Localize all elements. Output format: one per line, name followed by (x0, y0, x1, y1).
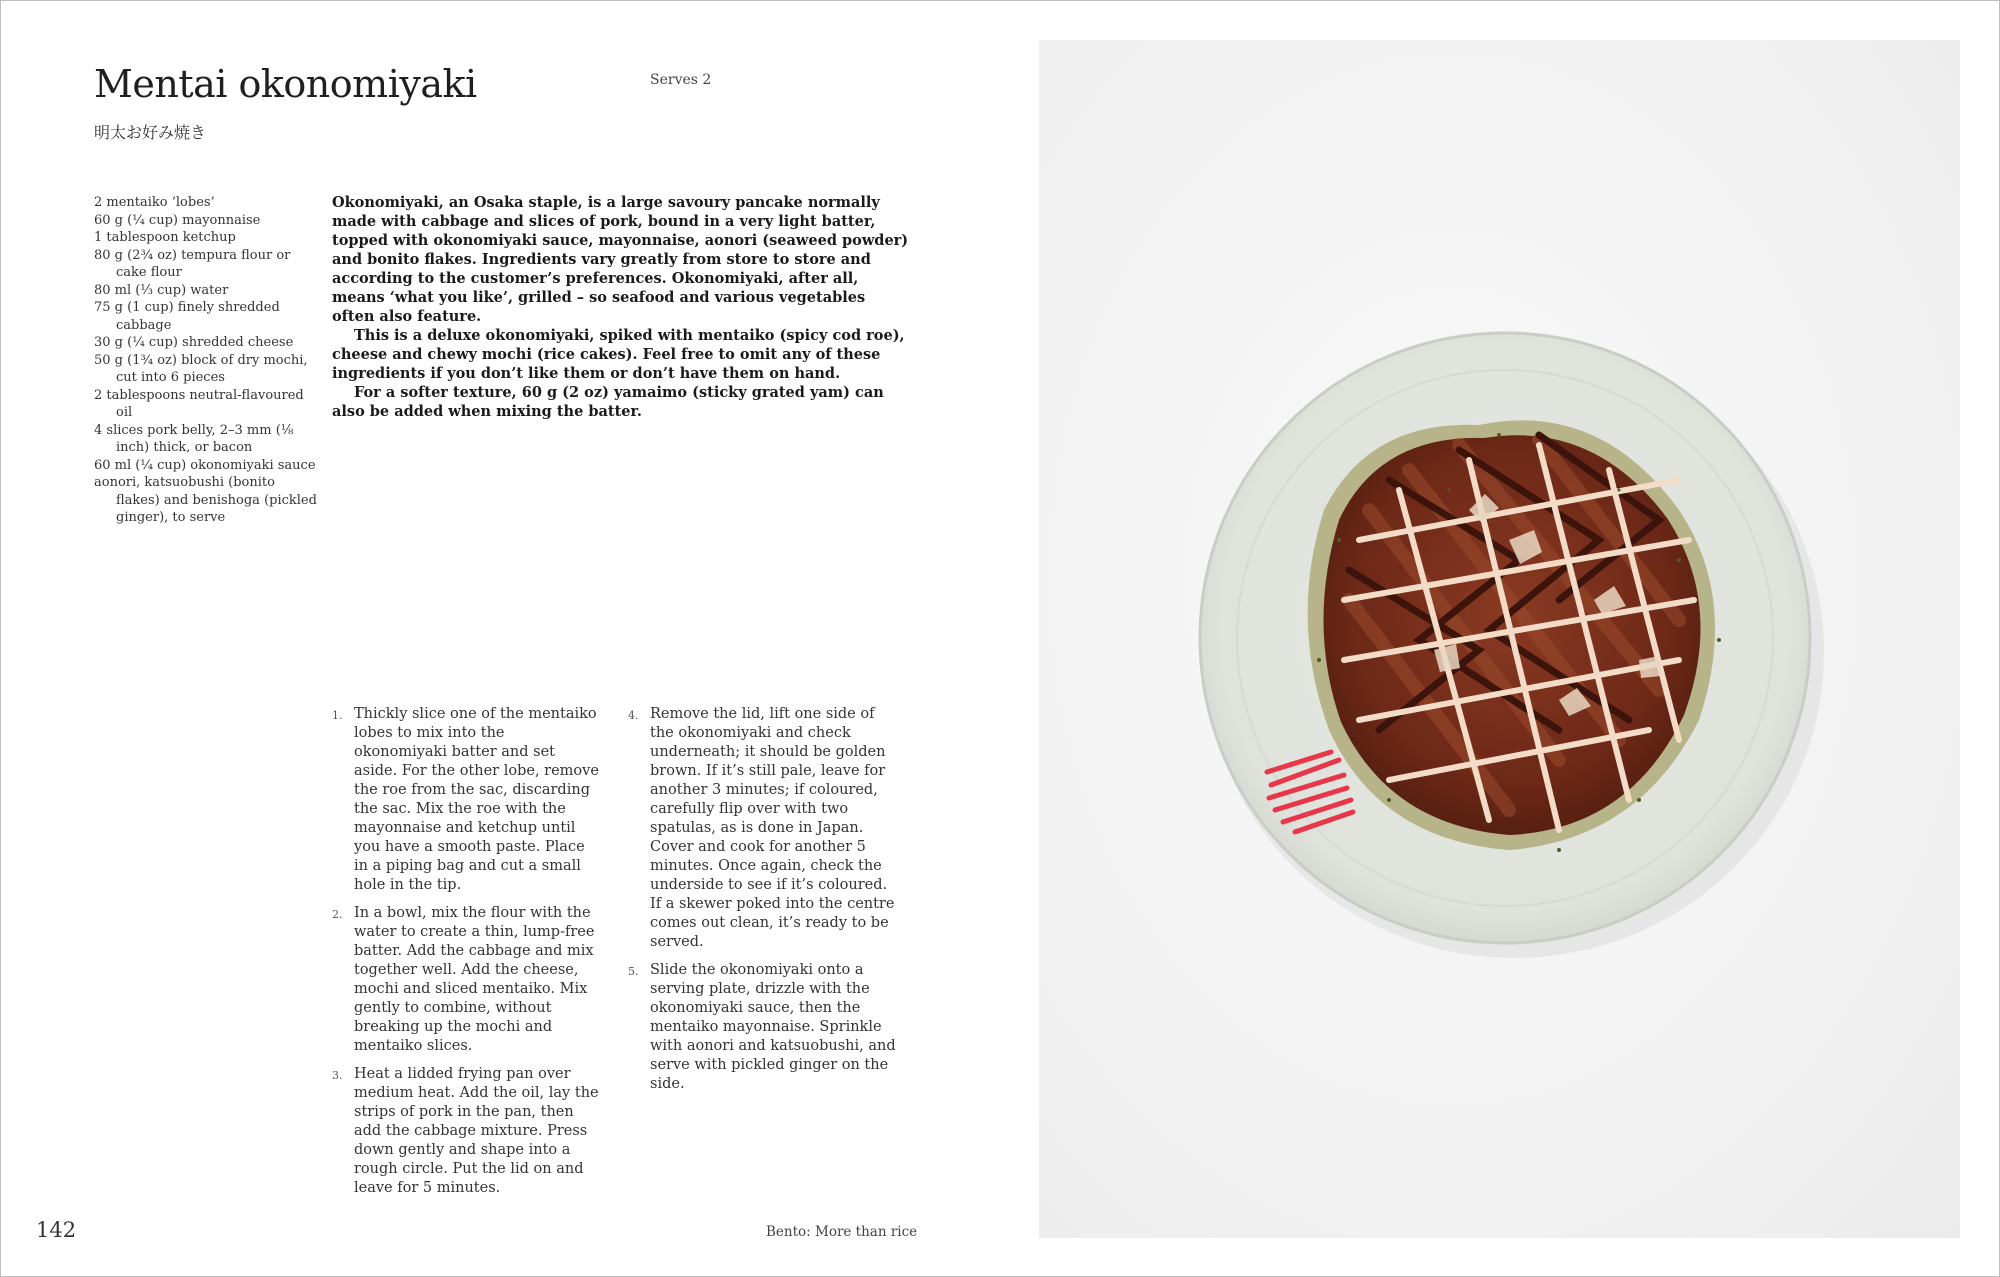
recipe-title: Mentai okonomiyaki (94, 62, 477, 106)
ingredient-item: 80 g (2¾ oz) tempura flour or cake flour (94, 247, 291, 280)
recipe-subtitle-japanese: 明太お好み焼き (94, 123, 207, 142)
serves-label: Serves 2 (650, 72, 712, 88)
method-steps-column-2 (628, 705, 898, 1103)
ingredients-list (94, 194, 322, 527)
okonomiyaki-photo (1039, 40, 1960, 1238)
ingredient-item: 4 slices pork belly, 2–3 mm (⅛ inch) thick, or bacon (94, 422, 294, 455)
running-footer-title: Bento: More than rice (766, 1224, 918, 1240)
step-number: 2. (332, 908, 343, 921)
method-step (332, 1065, 602, 1198)
intro-paragraph: This is a deluxe okonomiyaki, spiked with mentaiko (spicy cod roe), cheese and chewy mochi (rice cakes). Feel free to omit any of these ingredients if you don’t like them or don’t have them on hand. (332, 327, 905, 382)
ingredient-item: 60 g (¼ cup) mayonnaise (94, 212, 261, 228)
ingredient-item: 1 tablespoon ketchup (94, 230, 236, 245)
step-number: 1. (332, 709, 343, 722)
method-steps-column-1 (332, 705, 602, 1207)
ingredient-item: 50 g (1¾ oz) block of dry mochi, cut into 6 pieces (94, 352, 308, 385)
step-number: 3. (332, 1069, 343, 1082)
step-text: Slide the okonomiyaki onto a serving plate, drizzle with the okonomiyaki sauce, then the mentaiko mayonnaise. Sprinkle with aonori and katsuobushi, and serve with pickled ginger on the side. (650, 962, 896, 1092)
step-number: 5. (628, 965, 639, 978)
ingredient-item: 2 mentaiko ‘lobes’ (94, 195, 215, 210)
method-step (332, 904, 602, 1056)
recipe-introduction (332, 193, 912, 421)
step-text: In a bowl, mix the flour with the water to create a thin, lump-free batter. Add the cabbage and mix together well. Add the cheese, mochi and sliced mentaiko. Mix gently to combine, without breaking up the mochi and mentaiko slices. (354, 905, 595, 1054)
ingredient-item: 80 ml (⅓ cup) water (94, 282, 229, 298)
ingredient-item: aonori, katsuobushi (bonito flakes) and benishoga (pickled ginger), to serve (94, 475, 317, 525)
intro-paragraph: For a softer texture, 60 g (2 oz) yamaimo (sticky grated yam) can also be added when mixing the batter. (332, 384, 884, 420)
method-step (628, 961, 898, 1094)
page-number: 142 (36, 1218, 77, 1242)
ingredient-item: 2 tablespoons neutral-flavoured oil (94, 387, 304, 420)
ingredient-item: 30 g (¼ cup) shredded cheese (94, 335, 294, 350)
step-text: Heat a lidded frying pan over medium heat. Add the oil, lay the strips of pork in the pan, then add the cabbage mixture. Press down gently and shape into a rough circle. Put the lid on and leave for 5 minutes. (354, 1066, 599, 1196)
intro-paragraph: Okonomiyaki, an Osaka staple, is a large savoury pancake normally made with cabbage and slices of pork, bound in a very light batter, topped with okonomiyaki sauce, mayonnaise, aonori (seaweed powder) and bonito flakes. Ingredients vary greatly from store to store and according to the customer’s preferences. Okonomiyaki, after all, means ‘what you like’, grilled – so seafood and various vegetables often also feature. (332, 194, 909, 325)
method-step (628, 705, 898, 952)
okonomiyaki-illustration (1039, 40, 1960, 1238)
step-text: Remove the lid, lift one side of the okonomiyaki and check underneath; it should be golden brown. If it’s still pale, leave for another 3 minutes; if coloured, carefully flip over with two spatulas, as is done in Japan. Cover and cook for another 5 minutes. Once again, check the underside to see if it’s coloured. If a skewer poked into the centre comes out clean, it’s ready to be served. (650, 706, 895, 950)
ingredient-item: 75 g (1 cup) finely shredded cabbage (94, 300, 280, 333)
step-text: Thickly slice one of the mentaiko lobes to mix into the okonomiyaki batter and set aside. For the other lobe, remove the roe from the sac, discarding the sac. Mix the roe with the mayonnaise and ketchup until you have a smooth paste. Place in a piping bag and cut a small hole in the tip. (354, 706, 599, 893)
step-number: 4. (628, 709, 639, 722)
method-step (332, 705, 602, 895)
ingredient-item: 60 ml (¼ cup) okonomiyaki sauce (94, 457, 316, 473)
